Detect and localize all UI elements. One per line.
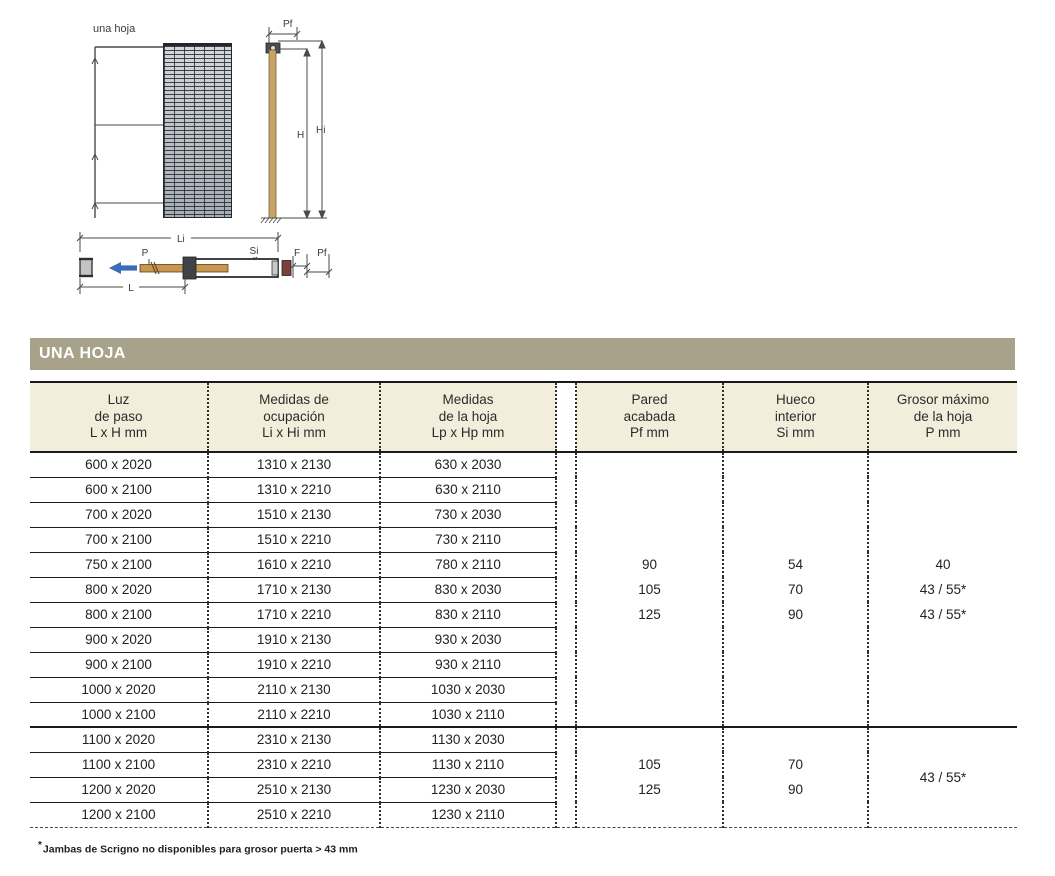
hueco-value: 70 (787, 582, 804, 597)
pocket-cap (272, 261, 278, 275)
size-cell: 600 x 2020 (30, 452, 208, 477)
plan-view (77, 232, 332, 294)
size-cell: 2110 x 2130 (208, 677, 380, 702)
header-line: Hueco (775, 392, 816, 408)
size-cell: 830 x 2110 (380, 602, 556, 627)
grosor-value: 43 / 55* (919, 769, 967, 785)
hueco-cell (723, 727, 868, 827)
pared-cell (576, 452, 723, 727)
header-hueco-interior (723, 382, 868, 452)
p-label: P (141, 248, 149, 259)
size-cell: 1910 x 2130 (208, 627, 380, 652)
size-cell: 1910 x 2210 (208, 652, 380, 677)
header-line: Si mm (776, 425, 815, 441)
size-cell: 630 x 2110 (380, 477, 556, 502)
size-cell: 630 x 2030 (380, 452, 556, 477)
header-grosor-maximo (868, 382, 1017, 452)
header-line: Lp x Hp mm (431, 425, 505, 441)
header-line: Pared (631, 392, 668, 408)
left-jamb (80, 259, 92, 276)
table-row (30, 452, 1017, 477)
drawing-caption: una hoja (93, 23, 136, 35)
pared-value: 105 (638, 757, 661, 773)
mesh-cassette (163, 43, 232, 218)
section-title: UNA HOJA (39, 345, 126, 362)
pf-label: Pf (283, 19, 293, 30)
entrance-guide (183, 257, 196, 279)
f-label: F (293, 248, 301, 259)
size-cell: 1710 x 2130 (208, 577, 380, 602)
size-cell: 600 x 2100 (30, 477, 208, 502)
size-cell: 930 x 2030 (380, 627, 556, 652)
size-cell: 780 x 2110 (380, 552, 556, 577)
pared-value: 90 (641, 557, 658, 572)
size-cell: 930 x 2110 (380, 652, 556, 677)
size-cell: 730 x 2110 (380, 527, 556, 552)
hueco-value: 90 (787, 782, 804, 798)
door-post (269, 50, 276, 218)
size-cell: 1610 x 2210 (208, 552, 380, 577)
table-row (30, 727, 1017, 752)
grosor-value: 40 (935, 557, 951, 572)
size-cell: 1200 x 2100 (30, 802, 208, 827)
header-luz-de-paso (30, 382, 208, 452)
spacer-cell (556, 452, 576, 727)
pared-value: 125 (638, 607, 661, 622)
spacer-cell (556, 727, 576, 827)
size-cell: 1100 x 2020 (30, 727, 208, 752)
si-label: Si (249, 246, 259, 257)
hueco-cell (723, 452, 868, 727)
grosor-cell (868, 452, 1017, 727)
size-cell: 700 x 2020 (30, 502, 208, 527)
li-label: Li (177, 234, 185, 245)
size-table (30, 381, 1017, 828)
hueco-value: 90 (787, 607, 804, 622)
l-label: L (128, 283, 134, 294)
grosor-cell (868, 727, 1017, 827)
size-cell: 700 x 2100 (30, 527, 208, 552)
size-cell: 800 x 2100 (30, 602, 208, 627)
header-line: de la hoja (438, 408, 498, 424)
wall-section (282, 261, 291, 276)
size-cell: 750 x 2100 (30, 552, 208, 577)
header-line: Luz (107, 392, 130, 408)
table-wrap (30, 381, 1017, 828)
hi-label: Hi (316, 125, 326, 136)
size-cell: 2310 x 2210 (208, 752, 380, 777)
vertical-section (261, 19, 327, 223)
size-cell: 1130 x 2110 (380, 752, 556, 777)
header-line: acabada (623, 408, 676, 424)
size-cell: 900 x 2020 (30, 627, 208, 652)
section-title-band (30, 338, 1015, 370)
size-cell: 1310 x 2210 (208, 477, 380, 502)
h-label: H (297, 130, 305, 141)
header-spacer (556, 382, 576, 452)
table-group (30, 452, 1017, 727)
grosor-value: 43 / 55* (919, 607, 967, 622)
pf-plan-label: Pf (317, 248, 327, 259)
size-cell: 2510 x 2130 (208, 777, 380, 802)
size-cell: 1230 x 2110 (380, 802, 556, 827)
pared-value: 105 (638, 582, 661, 597)
size-cell: 1510 x 2210 (208, 527, 380, 552)
pared-value: 125 (638, 782, 661, 798)
header-line: de la hoja (913, 408, 973, 424)
footnote-asterisk: * (38, 840, 42, 851)
ground-hatch (261, 218, 281, 223)
size-cell: 1000 x 2020 (30, 677, 208, 702)
header-line: de paso (94, 408, 143, 424)
header-line: Grosor máximo (896, 392, 990, 408)
technical-drawing (75, 10, 365, 305)
hueco-value: 70 (787, 757, 804, 773)
header-line: Pf mm (630, 425, 669, 441)
header-line: ocupación (263, 408, 325, 424)
slide-direction-arrow-icon (109, 262, 137, 274)
header-line: Li x Hi mm (262, 425, 326, 441)
size-cell: 1230 x 2030 (380, 777, 556, 802)
pared-cell (576, 727, 723, 827)
size-cell: 2310 x 2130 (208, 727, 380, 752)
size-cell: 2110 x 2210 (208, 702, 380, 727)
header-pared-acabada (576, 382, 723, 452)
size-cell: 1510 x 2130 (208, 502, 380, 527)
header-line: P mm (925, 425, 961, 441)
size-cell: 1130 x 2030 (380, 727, 556, 752)
footnote-text: Jambas de Scrigno no disponibles para grosor puerta > 43 mm (42, 843, 358, 856)
size-cell: 1000 x 2100 (30, 702, 208, 727)
size-cell: 2510 x 2210 (208, 802, 380, 827)
size-cell: 830 x 2030 (380, 577, 556, 602)
size-cell: 900 x 2100 (30, 652, 208, 677)
header-medidas-hoja (380, 382, 556, 452)
grosor-value: 43 / 55* (919, 582, 967, 597)
size-cell: 1710 x 2210 (208, 602, 380, 627)
hueco-value: 54 (787, 557, 804, 572)
size-cell: 1030 x 2110 (380, 702, 556, 727)
size-cell: 730 x 2030 (380, 502, 556, 527)
header-row (30, 382, 1017, 452)
header-medidas-ocupacion (208, 382, 380, 452)
header-line: interior (774, 408, 817, 424)
header-line: Medidas (442, 392, 494, 408)
size-cell: 1100 x 2100 (30, 752, 208, 777)
size-cell: 1310 x 2130 (208, 452, 380, 477)
header-line: L x H mm (89, 425, 148, 441)
footnote (38, 840, 358, 856)
table-header (30, 382, 1017, 452)
size-cell: 1200 x 2020 (30, 777, 208, 802)
h-dimension (304, 49, 310, 218)
size-cell: 1030 x 2030 (380, 677, 556, 702)
table-group (30, 727, 1017, 827)
header-line: Medidas de (259, 392, 329, 408)
size-cell: 800 x 2020 (30, 577, 208, 602)
